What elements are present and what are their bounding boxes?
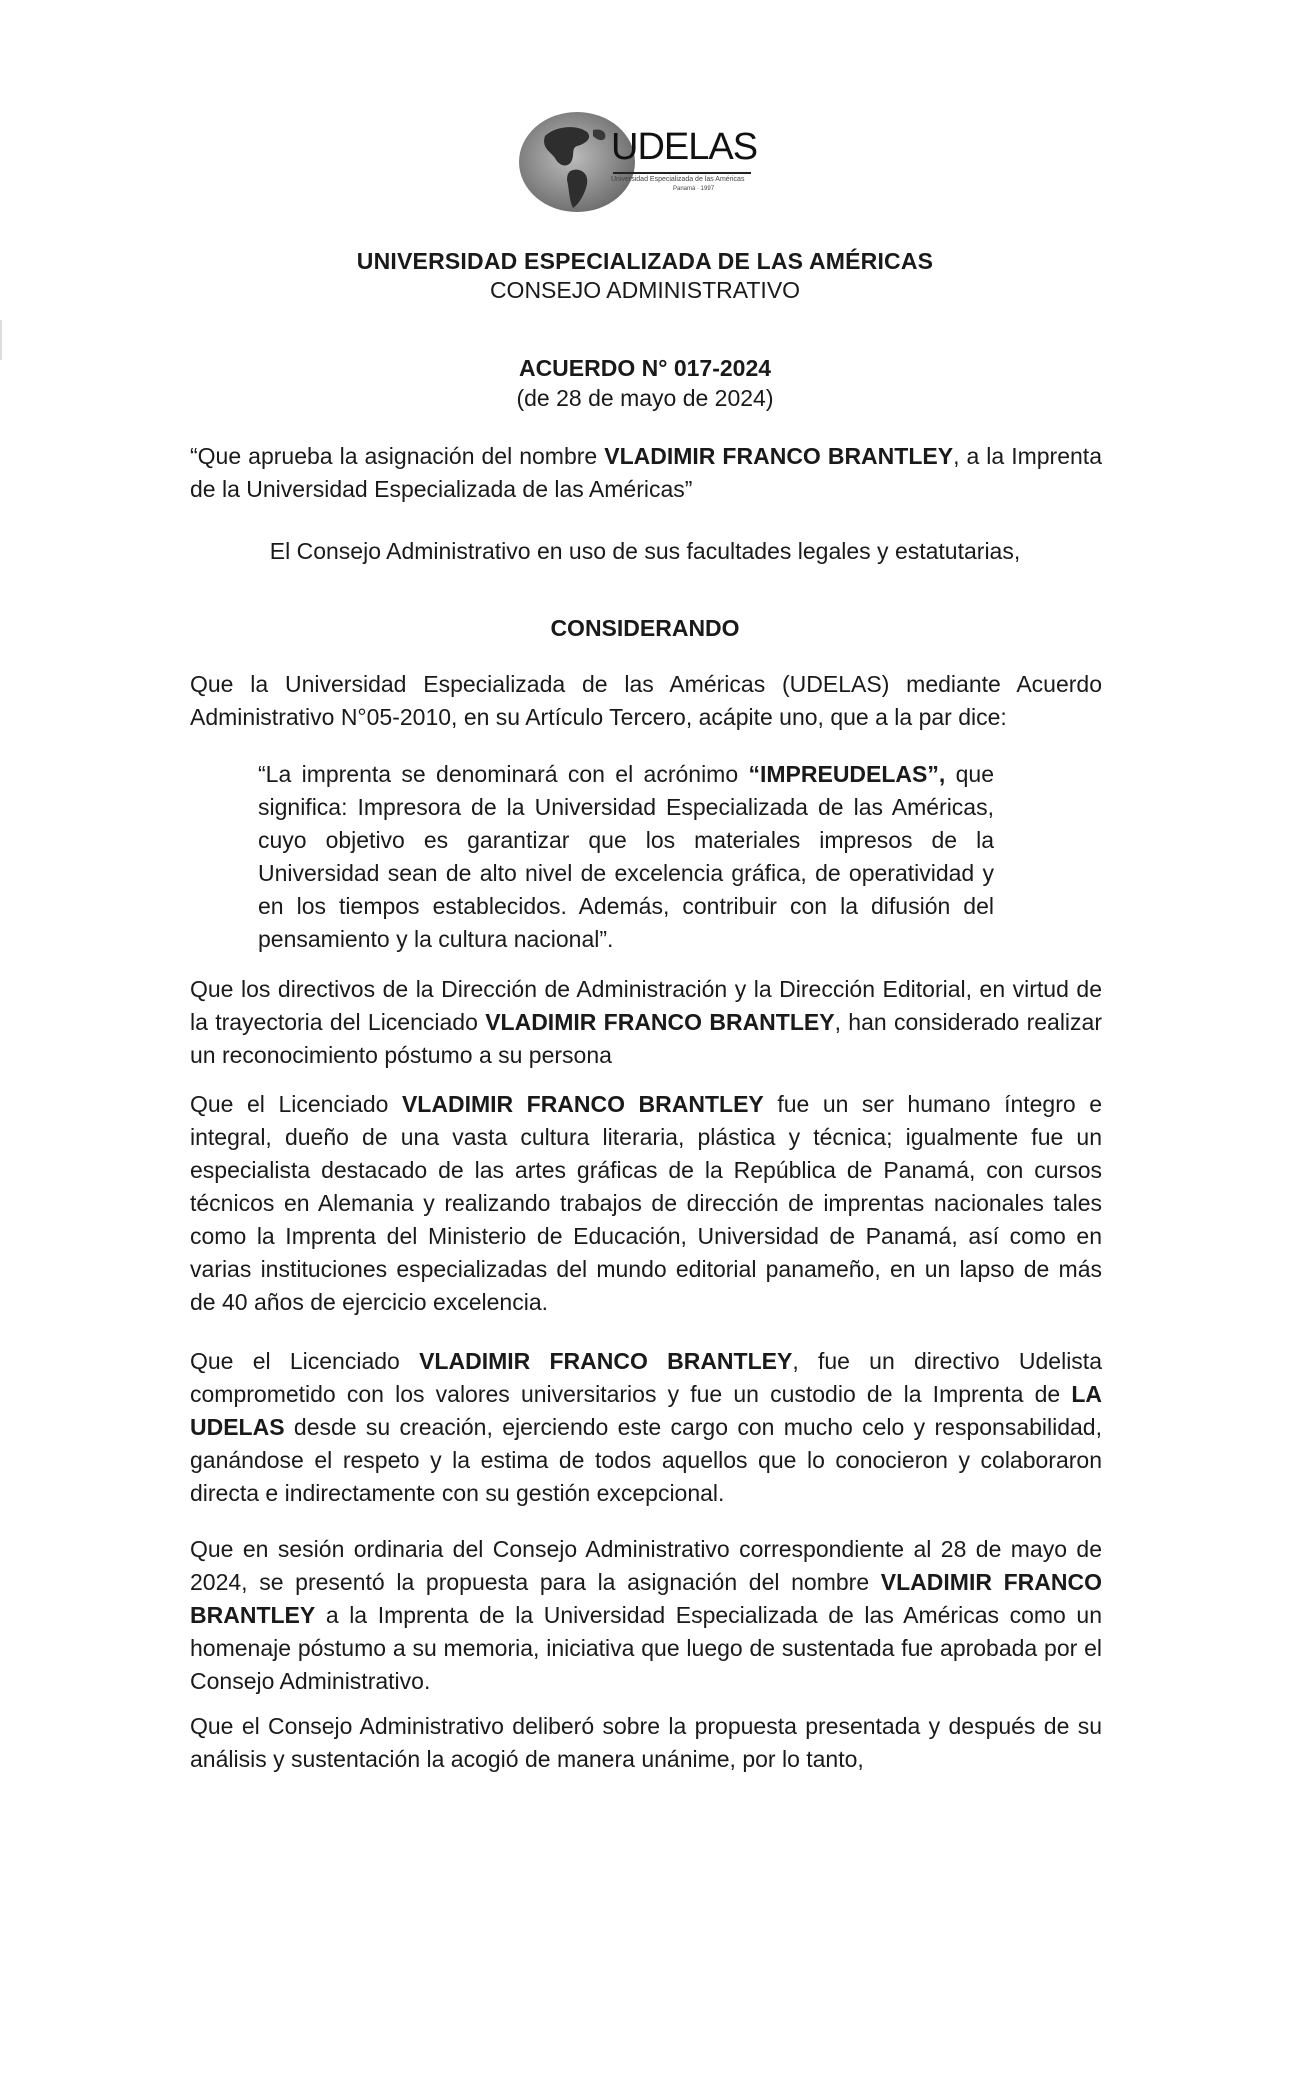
paragraph-5: [190, 1533, 1102, 1698]
scan-edge-mark: [0, 320, 2, 360]
agreement-date: (de 28 de mayo de 2024): [516, 385, 774, 411]
p2-honoree-name: VLADIMIR FRANCO BRANTLEY: [485, 1009, 835, 1035]
p5-honoree-name: VLADIMIR FRANCO BRANTLEY: [190, 1569, 1102, 1628]
intro-statement: El Consejo Administrativo en uso de sus facultades legales y estatutarias,: [269, 538, 1021, 564]
p4-text-middle: , fue un directivo Udelista comprometido con los valores universitarios y fue un custodio de la Imprenta de: [190, 1348, 1102, 1407]
paragraph-2: [190, 973, 1102, 1072]
title-text-before: “Que aprueba la asignación del nombre: [190, 443, 605, 469]
logo-place-year: Panamá · 1997: [673, 186, 715, 192]
p3-honoree-name: VLADIMIR FRANCO BRANTLEY: [401, 1091, 764, 1117]
agreement-number: ACUERDO N° 017-2024: [518, 355, 772, 381]
council-name: CONSEJO ADMINISTRATIVO: [489, 277, 801, 303]
quote-text-before: “La imprenta se denominará con el acrónimo: [258, 761, 749, 787]
p5-text-before: Que en sesión ordinaria del Consejo Administrativo correspondiente al 28 de mayo de 2024, se presentó la propuesta para la asignación del nombre: [190, 1536, 1102, 1595]
p4-text-before: Que el Licenciado: [190, 1348, 420, 1374]
title-text-after: , a la Imprenta de la Universidad Especializada de las Américas”: [190, 443, 1102, 502]
paragraph-3: [190, 1088, 1102, 1319]
title-honoree-name: VLADIMIR FRANCO BRANTLEY: [604, 443, 954, 469]
p5-text-after: a la Imprenta de la Universidad Especializada de las Américas como un homenaje póstumo a su memoria, iniciativa que luego de sustentada fue aprobada por el Consejo Administrativo.: [190, 1602, 1102, 1694]
p4-text-after: desde su creación, ejerciendo este cargo con mucho celo y responsabilidad, ganándose el respeto y la estima de todos aquellos que lo conocieron y colaboraron directa e indirectamente con su gestión excepcional.: [190, 1414, 1102, 1506]
university-name: UNIVERSIDAD ESPECIALIZADA DE LAS AMÉRICAS: [356, 248, 934, 274]
logo-acronym: UDELAS: [611, 126, 758, 168]
p2-text-before: Que los directivos de la Dirección de Administración y la Dirección Editorial, en virtud de la trayectoria del Licenciado: [190, 976, 1102, 1035]
p2-text-after: , han considerado realizar un reconocimiento póstumo a su persona: [190, 1009, 1102, 1068]
p3-text-after: fue un ser humano íntegro e integral, dueño de una vasta cultura literaria, plástica y técnica; igualmente fue un especialista destacado de las artes gráficas de la República de Panamá, con cursos técnicos en Alemania y realizando trabajos de dirección de imprentas nacionales tales como la Imprenta del Ministerio de Educación, Universidad de Panamá, así como en varias instituciones especializadas del mundo editorial panameño, en un lapso de más de 40 años de ejercicio excelencia.: [190, 1091, 1102, 1315]
quoted-article: [258, 758, 994, 956]
logo-underline: [613, 172, 751, 174]
paragraph-1: Que la Universidad Especializada de las Américas (UDELAS) mediante Acuerdo Administrativo N°05-2010, en su Artículo Tercero, acápite uno, que a la par dice:: [190, 671, 1102, 730]
paragraph-4: [190, 1345, 1102, 1510]
agreement-title: [190, 440, 1102, 506]
logo-subtitle: Universidad Especializada de las Américas: [611, 176, 745, 183]
udelas-logo: [515, 108, 787, 220]
considerando-heading: CONSIDERANDO: [550, 615, 740, 641]
paragraph-6: Que el Consejo Administrativo deliberó sobre la propuesta presentada y después de su análisis y sustentación la acogió de manera unánime, por lo tanto,: [190, 1713, 1102, 1772]
quote-acronym: “IMPREUDELAS”,: [748, 761, 946, 787]
p3-text-before: Que el Licenciado: [190, 1091, 402, 1117]
p4-org-name: LA UDELAS: [190, 1381, 1102, 1440]
p4-honoree-name: VLADIMIR FRANCO BRANTLEY: [419, 1348, 793, 1374]
quote-text-after: que significa: Impresora de la Universidad Especializada de las Américas, cuyo objetivo es garantizar que los materiales impresos de la Universidad sean de alto nivel de excelencia gráfica, de operatividad y en los tiempos establecidos. Además, contribuir con la difusión del pensamiento y la cultura nacional”.: [258, 761, 995, 952]
